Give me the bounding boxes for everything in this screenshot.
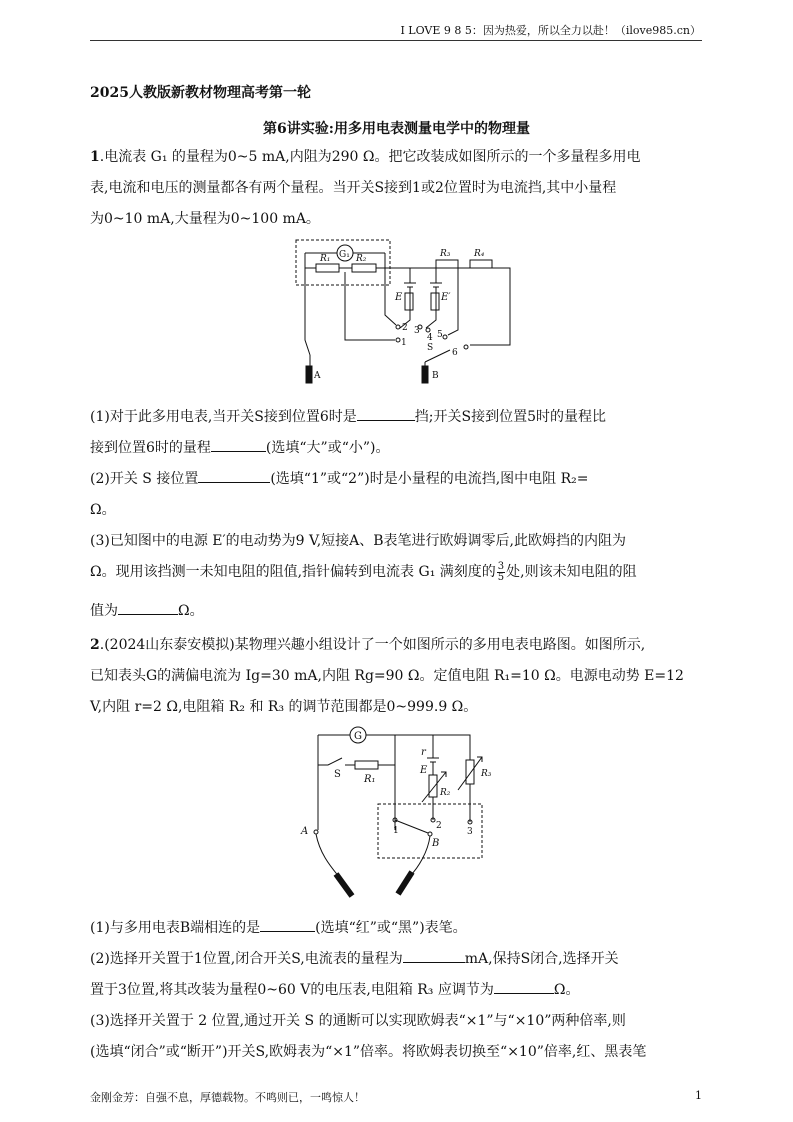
fig2-lead-a <box>316 834 340 878</box>
lesson-title: 第6讲实验:用多用电表测量电学中的物理量 <box>263 121 530 137</box>
fig2-label-r2: R₂ <box>440 788 451 798</box>
q2-stem-text1: .(2024山东泰安模拟)某物理兴趣小组设计了一个如图所示的多用电表电路图。如图所示, <box>99 637 646 653</box>
fig1-label-s: S <box>427 343 434 353</box>
q1-part3-text-b: Ω。现用该挡测一未知电阻的阻值,指针偏转到电流表 G₁ 满刻度的 <box>90 564 496 580</box>
q2-part1 <box>90 917 467 937</box>
fig2-probe-b <box>398 872 412 894</box>
fig2-label-2: 2 <box>436 821 442 831</box>
fig1-label-3: 3 <box>414 326 420 336</box>
q2-part2-text-a: (2)选择开关置于1位置,闭合开关S,电流表的量程为 <box>90 951 403 967</box>
q1-fraction-den: 5 <box>497 571 505 583</box>
fig2-label-r1: R₁ <box>364 774 376 785</box>
q1-part3-text-c: 处,则该未知电阻的阻 <box>506 564 637 580</box>
fig1-label-a: A <box>314 371 321 381</box>
q1-number: 1 <box>90 149 100 165</box>
q2-part2-blank2[interactable] <box>494 981 554 994</box>
q2-part2-text-d: Ω。 <box>553 982 580 998</box>
q1-part1-text-b: 挡;开关S接到位置5时的量程比 <box>414 409 606 425</box>
fig1-label-r3: R₃ <box>440 249 451 259</box>
fig1-label-2: 2 <box>402 323 408 333</box>
page-header: I LOVE 9 8 5：因为热爱，所以全力以赴！（ilove985.cn） <box>400 24 701 37</box>
document-title: 2025人教版新教材物理高考第一轮 <box>90 85 311 101</box>
q2-number: 2 <box>90 637 100 653</box>
q1-part3-text-d: 值为 <box>90 603 118 619</box>
q1-part1-text-c: 接到位置6时的量程 <box>90 440 211 456</box>
fig1-label-6: 6 <box>452 348 458 358</box>
q1-part2-line2: Ω。 <box>90 502 116 518</box>
fig1-label-r1: R₁ <box>320 254 331 264</box>
q1-part3-text-e: Ω。 <box>178 603 204 619</box>
q1-fraction-num: 3 <box>497 560 505 572</box>
fig1-label-r4: R₄ <box>474 249 485 259</box>
q1-stem-line2: 表,电流和电压的测量都各有两个量程。当开关S接到1或2位置时为电流挡,其中小量程 <box>90 180 617 196</box>
q1-part1-text-d: (选填“大”或“小”)。 <box>265 440 390 456</box>
q2-part2-text-b: mA,保持S闭合,选择开关 <box>464 951 619 967</box>
fig1-label-5: 5 <box>437 330 443 340</box>
fig2-label-1: 1 <box>393 826 399 836</box>
fig2-battery <box>427 735 439 775</box>
fig1-label-1: 1 <box>401 338 407 348</box>
fig1-label-g1: G₁ <box>339 250 350 260</box>
q2-part2-line1 <box>90 948 619 968</box>
fig2-label-r3: R₃ <box>481 769 492 779</box>
fig1-label-4: 4 <box>427 333 433 343</box>
fig1-label-ep: E′ <box>441 292 451 303</box>
fig2-terminal-b <box>428 832 432 836</box>
fig2-label-b: B <box>432 838 440 849</box>
fig2-lead-b <box>410 836 430 876</box>
q2-part2-text-c: 置于3位置,将其改装为量程0~60 V的电压表,电阻箱 R₃ 应调节为 <box>90 982 494 998</box>
q2-stem-line3: V,内阻 r=2 Ω,电阻箱 R₂ 和 R₃ 的调节范围都是0~999.9 Ω。 <box>90 699 478 715</box>
fig2-label-3: 3 <box>467 827 473 837</box>
fig2-top-wire <box>318 735 470 760</box>
fig2-label-e: E <box>420 765 428 776</box>
fig2-label-r: r <box>421 747 426 758</box>
q1-part3-line1: (3)已知图中的电源 E′的电动势为9 V,短接A、B表笔进行欧姆调零后,此欧姆挡的内阻为 <box>90 533 626 549</box>
q1-part2-text-a: (2)开关 S 接位置 <box>90 471 199 487</box>
fig1-label-r2: R₂ <box>356 254 367 264</box>
q2-part1-text-b: (选填“红”或“黑”)表笔。 <box>315 920 467 936</box>
fig2-terminal-a <box>314 830 318 834</box>
fig2-resistor-box-r2 <box>429 775 437 797</box>
fig2-label-s: S <box>334 769 341 780</box>
q2-part1-text-a: (1)与多用电表B端相连的是 <box>90 920 261 936</box>
q2-part3-line1: (3)选择开关置于 2 位置,通过开关 S 的通断可以实现欧姆表“×1”与“×10”两种倍率,则 <box>90 1013 626 1029</box>
q2-part3-line2: (选填“闭合”或“断开”)开关S,欧姆表为“×1”倍率。将欧姆表切换至“×10”倍率,红、黑表笔 <box>90 1044 647 1060</box>
page-number: 1 <box>695 1089 702 1102</box>
fig1-label-e: E <box>395 292 403 303</box>
q2-part2-blank1[interactable] <box>403 950 465 963</box>
q1-stem-line3: 为0~10 mA,大量程为0~100 mA。 <box>90 211 320 227</box>
q2-part1-blank[interactable] <box>260 919 315 932</box>
footer-motto: 金刚金芳：自强不息，厚德载物。不鸣则已，一鸣惊人！ <box>90 1091 365 1104</box>
fig2-label-g: G <box>354 731 362 742</box>
fig2-resistor-r1 <box>355 761 378 769</box>
fig1-label-b: B <box>432 371 439 381</box>
q2-part2-line2 <box>90 979 579 999</box>
fig2-selector-arm <box>395 820 428 833</box>
q1-part1-text-a: (1)对于此多用电表,当开关S接到位置6时是 <box>90 409 357 425</box>
q1-part2-text-b: (选填“1”或“2”)时是小量程的电流挡,图中电阻 R₂= <box>270 471 589 487</box>
fig2-label-a: A <box>301 826 309 837</box>
fig2-resistor-box-r3 <box>466 760 474 784</box>
fig2-probe-a <box>336 874 352 896</box>
page-footer <box>90 1089 702 1105</box>
q2-stem-line2: 已知表头G的满偏电流为 Ig=30 mA,内阻 Rg=90 Ω。定值电阻 R₁=10 Ω。电源电动势 E=12 <box>90 668 684 684</box>
q1-stem-text1: .电流表 G₁ 的量程为0~5 mA,内阻为290 Ω。把它改装成如图所示的一个多量程多用电 <box>99 149 641 165</box>
